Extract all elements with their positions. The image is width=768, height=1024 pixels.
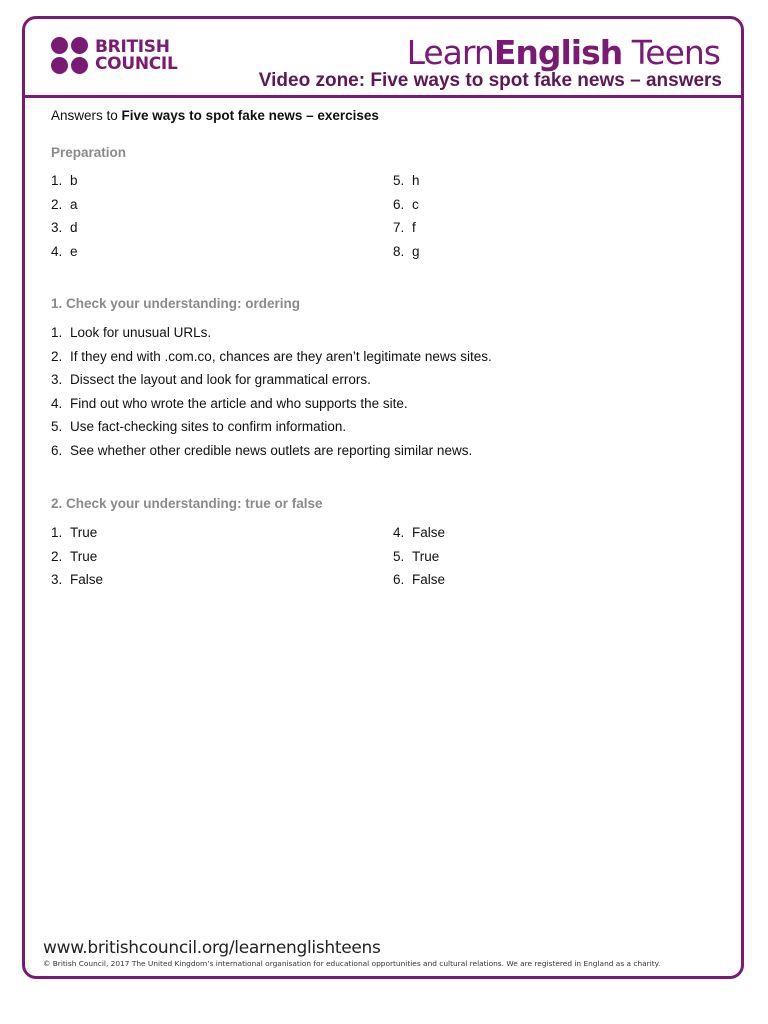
brand-teens: Teens — [622, 33, 720, 72]
list-item — [51, 368, 492, 392]
list-item-number: 4. — [51, 243, 63, 259]
preparation-list-left — [51, 169, 78, 263]
list-item-text: Dissect the layout and look for grammatical errors. — [70, 372, 371, 388]
list-item-number: 1. — [51, 173, 63, 188]
list-item-number: 3. — [51, 572, 63, 588]
list-item — [51, 545, 103, 569]
list-item — [51, 521, 103, 545]
header-divider — [22, 95, 744, 98]
list-item-text: True — [70, 525, 98, 540]
list-item-text: If they end with .com.co, chances are they aren’t legitimate news sites. — [70, 348, 492, 364]
list-item — [393, 240, 420, 264]
true-false-list-left — [51, 521, 103, 592]
list-item-number: 6. — [51, 442, 63, 458]
list-item-text: g — [412, 243, 420, 259]
list-item — [393, 521, 445, 545]
list-item — [51, 392, 492, 416]
list-item — [51, 169, 78, 193]
list-item-number: 8. — [393, 243, 405, 259]
logo-line-2: COUNCIL — [95, 53, 178, 74]
list-item-text: c — [412, 196, 419, 212]
list-item-number: 2. — [51, 348, 63, 364]
list-item-number: 2. — [51, 548, 63, 564]
intro-prefix: Answers to — [51, 108, 122, 123]
list-item-number: 7. — [393, 220, 405, 236]
list-item-text: True — [412, 548, 440, 564]
list-item — [51, 193, 78, 217]
list-item — [393, 216, 420, 240]
preparation-list-right — [393, 169, 420, 263]
list-item-number: 1. — [51, 525, 63, 540]
list-item-text: False — [412, 572, 446, 588]
list-item — [51, 439, 492, 463]
preparation-heading: Preparation — [51, 145, 127, 160]
list-item-text: h — [412, 173, 420, 188]
true-false-heading: 2. Check your understanding: true or false — [51, 496, 323, 511]
list-item-text: See whether other credible news outlets are reporting similar news. — [70, 442, 473, 458]
list-item-text: a — [70, 196, 78, 212]
list-item-text: d — [70, 220, 78, 236]
logo-line-1: BRITISH — [95, 36, 170, 57]
list-item-text: False — [70, 572, 104, 588]
list-item-number: 3. — [51, 220, 63, 236]
list-item — [51, 345, 492, 369]
list-item-number: 1. — [51, 325, 63, 340]
list-item-number: 5. — [393, 548, 405, 564]
list-item — [393, 545, 445, 569]
list-item — [393, 568, 445, 592]
list-item — [51, 240, 78, 264]
list-item-text: Find out who wrote the article and who supports the site. — [70, 395, 408, 411]
list-item-number: 3. — [51, 372, 63, 388]
list-item — [393, 193, 420, 217]
list-item — [51, 216, 78, 240]
list-item-text: f — [412, 220, 416, 236]
list-item-text: b — [70, 173, 78, 188]
list-item-text: True — [70, 548, 98, 564]
footer-copyright: © British Council, 2017 The United Kingdom’s international organisation for educational opportunities and cultural relations. We are registered in England as a charity. — [43, 959, 661, 968]
list-item-number: 5. — [393, 173, 405, 188]
ordering-heading: 1. Check your understanding: ordering — [51, 296, 301, 311]
ordering-list — [51, 321, 492, 463]
list-item-text: e — [70, 243, 78, 259]
intro-line — [51, 108, 379, 123]
list-item — [51, 568, 103, 592]
footer-url-link[interactable]: www.britishcouncil.org/learnenglishteens — [43, 938, 381, 958]
list-item-text: Use fact-checking sites to confirm information. — [70, 419, 347, 435]
list-item — [51, 415, 492, 439]
true-false-list-right — [393, 521, 445, 592]
list-item-number: 4. — [51, 395, 63, 411]
list-item-number: 6. — [393, 196, 405, 212]
list-item-number: 4. — [393, 525, 405, 540]
brand-learn: Learn — [406, 33, 494, 72]
brand-english: English — [493, 33, 623, 72]
list-item-number: 2. — [51, 196, 63, 212]
list-item-text: Look for unusual URLs. — [70, 325, 212, 340]
british-council-logo — [51, 37, 178, 74]
learnenglish-teens-logo — [407, 33, 720, 72]
intro-exercise-title: Five ways to spot fake news – exercises — [121, 108, 379, 123]
page-title: Video zone: Five ways to spot fake news – answers — [258, 70, 722, 91]
list-item — [51, 321, 492, 345]
list-item-number: 5. — [51, 419, 63, 435]
logo-dots-icon — [51, 37, 88, 74]
list-item-text: False — [412, 525, 446, 540]
list-item-number: 6. — [393, 572, 405, 588]
list-item — [393, 169, 420, 193]
